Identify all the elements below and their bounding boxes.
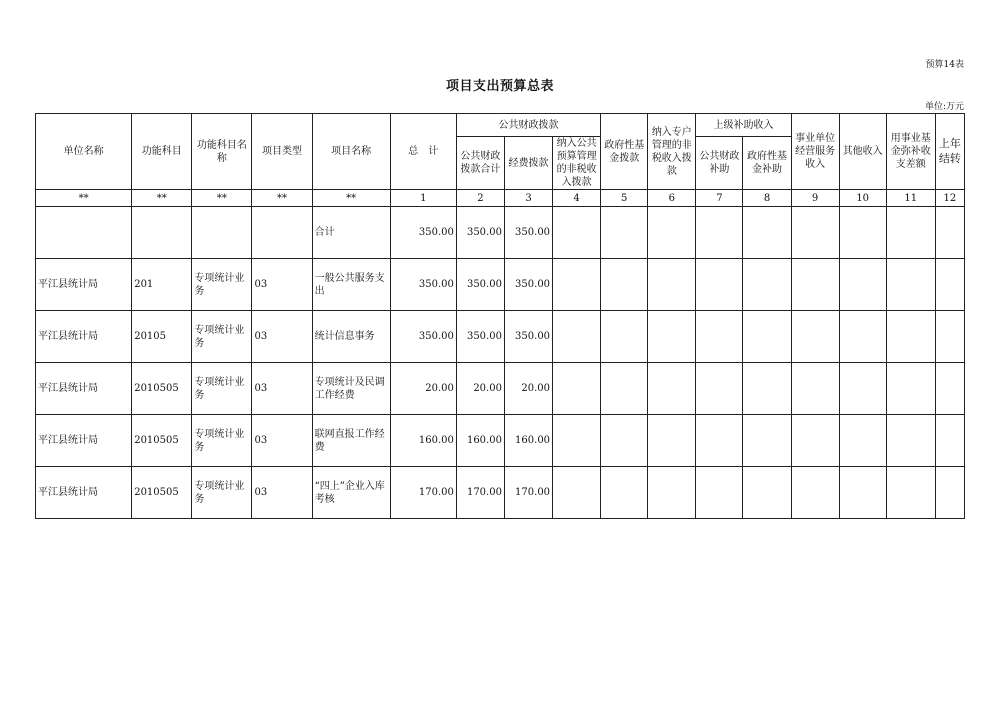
- header-fund-balance: 用事业基金弥补收支差额: [886, 114, 935, 190]
- cell-unit: 平江县统计局: [36, 259, 132, 311]
- empty-cell: [696, 467, 743, 519]
- index-cell: 10: [839, 190, 886, 207]
- empty-cell: [791, 467, 839, 519]
- table-row: [36, 415, 965, 467]
- empty-cell: [743, 311, 791, 363]
- header-total: 总 计: [390, 114, 456, 190]
- cell-unit: 平江县统计局: [36, 415, 132, 467]
- cell-total: 20.00: [390, 363, 456, 415]
- budget-table: [35, 113, 965, 519]
- index-cell: 6: [648, 190, 696, 207]
- empty-cell: [839, 415, 886, 467]
- cell-code: 201: [132, 259, 192, 311]
- cell-pf-total: 350.00: [456, 207, 504, 259]
- cell-total: 170.00: [390, 467, 456, 519]
- header-non-tax-budget: 纳入公共预算管理的非税收入拨款: [553, 137, 601, 190]
- header-other-income: 其他收入: [839, 114, 886, 190]
- cell-operating: 170.00: [504, 467, 552, 519]
- empty-cell: [791, 363, 839, 415]
- empty-cell: [791, 259, 839, 311]
- cell-project: 统计信息事务: [312, 311, 390, 363]
- empty-cell: [839, 363, 886, 415]
- empty-cell: [935, 363, 964, 415]
- empty-cell: [886, 363, 935, 415]
- cell-project: 联网直报工作经费: [312, 415, 390, 467]
- header-operating-funds: 经费拨款: [504, 137, 552, 190]
- cell-func-name: 专项统计业务: [192, 259, 252, 311]
- empty-cell: [791, 311, 839, 363]
- header-func-subject: 功能科目: [132, 114, 192, 190]
- empty-cell: [886, 311, 935, 363]
- empty-cell: [696, 363, 743, 415]
- cell-pf-total: 160.00: [456, 415, 504, 467]
- empty-cell: [743, 207, 791, 259]
- cell-pf-total: 350.00: [456, 259, 504, 311]
- cell-type: 03: [252, 259, 312, 311]
- empty-cell: [935, 415, 964, 467]
- cell-unit: 平江县统计局: [36, 467, 132, 519]
- empty-cell: [601, 259, 648, 311]
- empty-cell: [648, 259, 696, 311]
- cell-code: 20105: [132, 311, 192, 363]
- table-row: [36, 467, 965, 519]
- empty-cell: [696, 415, 743, 467]
- empty-cell: [743, 467, 791, 519]
- index-cell: 9: [791, 190, 839, 207]
- index-cell: 12: [935, 190, 964, 207]
- empty-cell: [601, 311, 648, 363]
- cell-operating: 350.00: [504, 207, 552, 259]
- empty-cell: [648, 311, 696, 363]
- empty-cell: [553, 207, 601, 259]
- empty-cell: [935, 259, 964, 311]
- index-cell: **: [312, 190, 390, 207]
- cell-operating: 350.00: [504, 259, 552, 311]
- cell-code: [132, 207, 192, 259]
- empty-cell: [696, 311, 743, 363]
- empty-cell: [839, 207, 886, 259]
- empty-cell: [648, 467, 696, 519]
- cell-operating: 350.00: [504, 311, 552, 363]
- index-cell: 3: [504, 190, 552, 207]
- header-project-name: 项目名称: [312, 114, 390, 190]
- empty-cell: [791, 415, 839, 467]
- cell-func-name: 专项统计业务: [192, 311, 252, 363]
- empty-cell: [935, 311, 964, 363]
- index-cell: 5: [601, 190, 648, 207]
- cell-type: [252, 207, 312, 259]
- empty-cell: [886, 467, 935, 519]
- table-row: [36, 311, 965, 363]
- index-cell: 2: [456, 190, 504, 207]
- cell-total: 350.00: [390, 207, 456, 259]
- cell-type: 03: [252, 311, 312, 363]
- empty-cell: [601, 363, 648, 415]
- empty-cell: [553, 311, 601, 363]
- cell-func-name: [192, 207, 252, 259]
- cell-type: 03: [252, 363, 312, 415]
- index-cell: 1: [390, 190, 456, 207]
- empty-cell: [696, 259, 743, 311]
- index-row: [36, 190, 965, 207]
- empty-cell: [935, 207, 964, 259]
- index-cell: 8: [743, 190, 791, 207]
- table-row: [36, 207, 965, 259]
- empty-cell: [886, 259, 935, 311]
- cell-type: 03: [252, 467, 312, 519]
- header-gov-fund: 政府性基金拨款: [601, 114, 648, 190]
- cell-pf-total: 20.00: [456, 363, 504, 415]
- cell-code: 2010505: [132, 467, 192, 519]
- header-public-finance: 公共财政拨款: [456, 114, 600, 137]
- header-prior-year: 上年结转: [935, 114, 964, 190]
- cell-unit: 平江县统计局: [36, 363, 132, 415]
- index-cell: **: [132, 190, 192, 207]
- cell-project: 专项统计及民调工作经费: [312, 363, 390, 415]
- cell-total: 160.00: [390, 415, 456, 467]
- page-title: 项目支出预算总表: [445, 79, 554, 94]
- cell-type: 03: [252, 415, 312, 467]
- empty-cell: [648, 415, 696, 467]
- empty-cell: [743, 363, 791, 415]
- empty-cell: [791, 207, 839, 259]
- empty-cell: [601, 415, 648, 467]
- cell-pf-total: 350.00: [456, 311, 504, 363]
- header-institution-operating: 事业单位经营服务收入: [791, 114, 839, 190]
- form-number-label: 预算14表: [925, 60, 964, 70]
- index-cell: **: [36, 190, 132, 207]
- cell-operating: 20.00: [504, 363, 552, 415]
- header-special-account-non-tax: 纳入专户管理的非税收入拨款: [648, 114, 696, 190]
- cell-project: 合计: [312, 207, 390, 259]
- empty-cell: [886, 207, 935, 259]
- empty-cell: [553, 467, 601, 519]
- empty-cell: [839, 467, 886, 519]
- header-superior-subsidy: 上级补助收入: [696, 114, 791, 137]
- cell-project: “四上”企业入库考核: [312, 467, 390, 519]
- header-public-finance-total: 公共财政拨款合计: [456, 137, 504, 190]
- table-row: [36, 363, 965, 415]
- cell-code: 2010505: [132, 363, 192, 415]
- empty-cell: [553, 259, 601, 311]
- cell-code: 2010505: [132, 415, 192, 467]
- cell-total: 350.00: [390, 311, 456, 363]
- empty-cell: [648, 363, 696, 415]
- cell-pf-total: 170.00: [456, 467, 504, 519]
- header-superior-public-finance: 公共财政补助: [696, 137, 743, 190]
- index-cell: **: [252, 190, 312, 207]
- header-project-type: 项目类型: [252, 114, 312, 190]
- cell-func-name: 专项统计业务: [192, 363, 252, 415]
- index-cell: 7: [696, 190, 743, 207]
- cell-total: 350.00: [390, 259, 456, 311]
- cell-unit: [36, 207, 132, 259]
- empty-cell: [886, 415, 935, 467]
- unit-label: 单位:万元: [924, 102, 964, 112]
- empty-cell: [839, 311, 886, 363]
- cell-func-name: 专项统计业务: [192, 467, 252, 519]
- cell-unit: 平江县统计局: [36, 311, 132, 363]
- index-cell: 11: [886, 190, 935, 207]
- cell-func-name: 专项统计业务: [192, 415, 252, 467]
- cell-project: 一般公共服务支出: [312, 259, 390, 311]
- empty-cell: [601, 467, 648, 519]
- empty-cell: [648, 207, 696, 259]
- empty-cell: [696, 207, 743, 259]
- header-unit-name: 单位名称: [36, 114, 132, 190]
- index-cell: **: [192, 190, 252, 207]
- empty-cell: [743, 415, 791, 467]
- table-row: [36, 259, 965, 311]
- empty-cell: [601, 207, 648, 259]
- empty-cell: [553, 415, 601, 467]
- header-superior-gov-fund: 政府性基金补助: [743, 137, 791, 190]
- empty-cell: [935, 467, 964, 519]
- cell-operating: 160.00: [504, 415, 552, 467]
- empty-cell: [839, 259, 886, 311]
- header-func-subject-name: 功能科目名称: [192, 114, 252, 190]
- index-cell: 4: [553, 190, 601, 207]
- empty-cell: [743, 259, 791, 311]
- empty-cell: [553, 363, 601, 415]
